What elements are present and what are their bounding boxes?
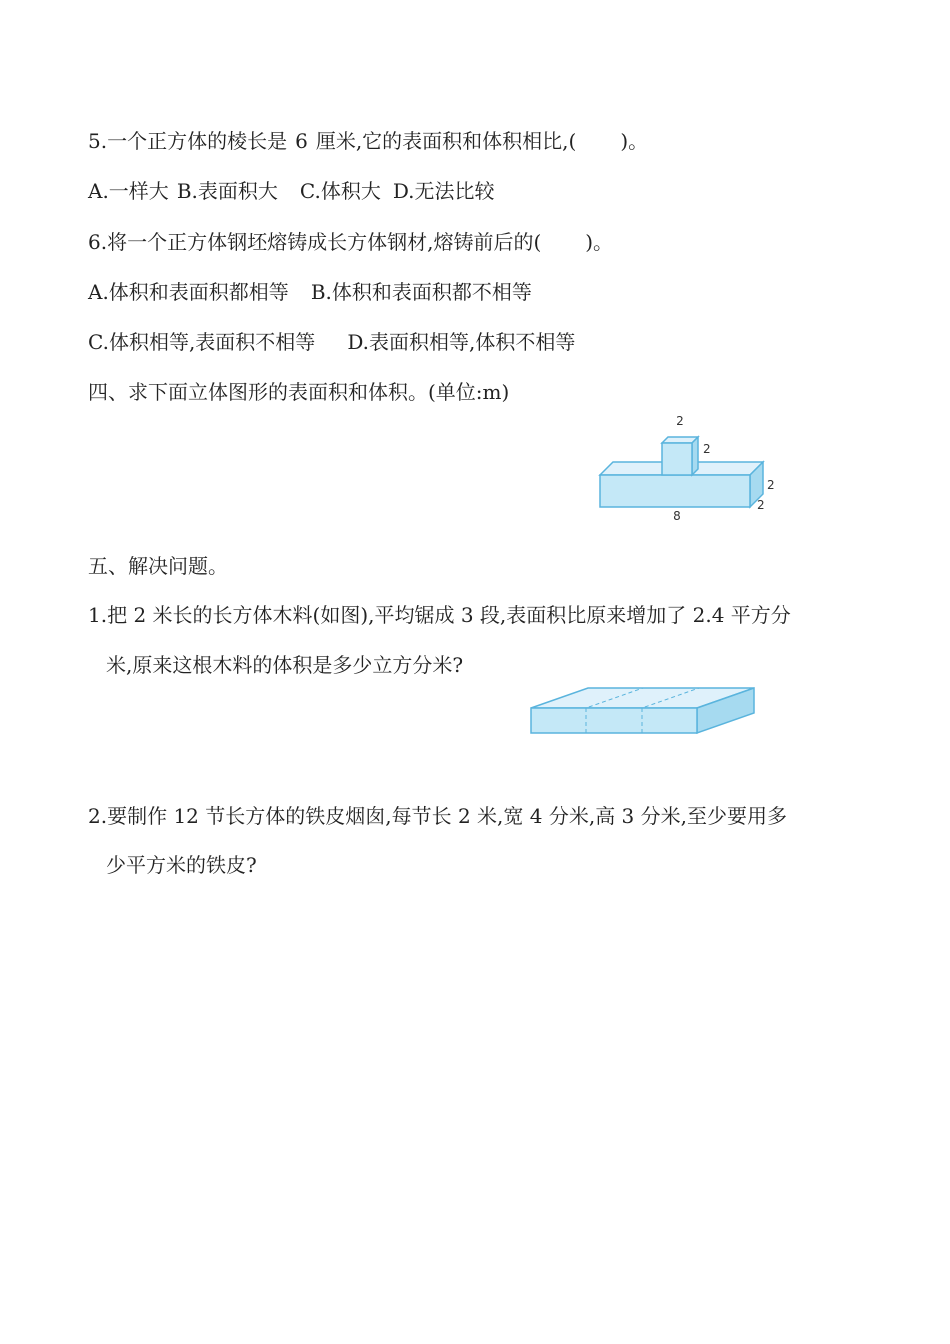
q6-option-d[interactable]: D.表面积相等,体积不相等 — [347, 330, 576, 354]
problem-1-line-2: 米,原来这根木料的体积是多少立方分米? — [106, 653, 464, 677]
base-height-label: 2 — [767, 478, 775, 492]
wood-plank-figure — [525, 682, 765, 742]
cube-side-label: 2 — [703, 442, 711, 456]
cube-side-face — [692, 437, 698, 475]
q5-stem — [88, 127, 648, 155]
q5-stem-text-a: 5.一个正方体的棱长是 — [88, 129, 288, 153]
plank-front-face — [531, 708, 697, 733]
q5-options — [88, 177, 495, 205]
problem-2-line-2: 少平方米的铁皮? — [106, 853, 257, 877]
base-front-face — [600, 475, 750, 507]
q5-stem-number: 6 — [295, 129, 308, 153]
q6-option-b[interactable]: B.体积和表面积都不相等 — [310, 280, 532, 304]
q5-option-a[interactable]: A.一样大 — [88, 179, 169, 203]
section-4-heading: 四、求下面立体图形的表面积和体积。(单位:m) — [88, 380, 510, 404]
q6-stem-end: )。 — [585, 230, 614, 254]
problem-2-line-1: 2.要制作 12 节长方体的铁皮烟囱,每节长 2 米,宽 4 分米,高 3 分米,至少要用多 — [88, 804, 787, 828]
section-5-heading: 五、解决问题。 — [88, 554, 228, 578]
base-length-label: 8 — [673, 509, 681, 523]
q5-stem-end: )。 — [620, 129, 649, 153]
q5-option-b[interactable]: B.表面积大 — [176, 179, 278, 203]
base-depth-label: 2 — [757, 498, 765, 512]
q6-options-row1 — [88, 278, 532, 306]
q6-stem-text: 6.将一个正方体钢坯熔铸成长方体钢材,熔铸前后的( — [88, 230, 542, 254]
q6-option-a[interactable]: A.体积和表面积都相等 — [88, 280, 289, 304]
cube-top-label: 2 — [676, 414, 684, 428]
problem-1-line-1: 1.把 2 米长的长方体木料(如图),平均锯成 3 段,表面积比原来增加了 2.4 平方分 — [88, 603, 791, 627]
q6-stem — [88, 228, 613, 256]
t-shaped-solid-figure — [590, 408, 790, 528]
q6-options-row2 — [88, 328, 575, 356]
q5-option-d[interactable]: D.无法比较 — [392, 179, 495, 203]
q5-option-c[interactable]: C.体积大 — [299, 179, 381, 203]
cube-front-face — [662, 443, 692, 475]
q5-stem-text-b: 厘米,它的表面积和体积相比,( — [315, 129, 577, 153]
q6-option-c[interactable]: C.体积相等,表面积不相等 — [88, 330, 316, 354]
